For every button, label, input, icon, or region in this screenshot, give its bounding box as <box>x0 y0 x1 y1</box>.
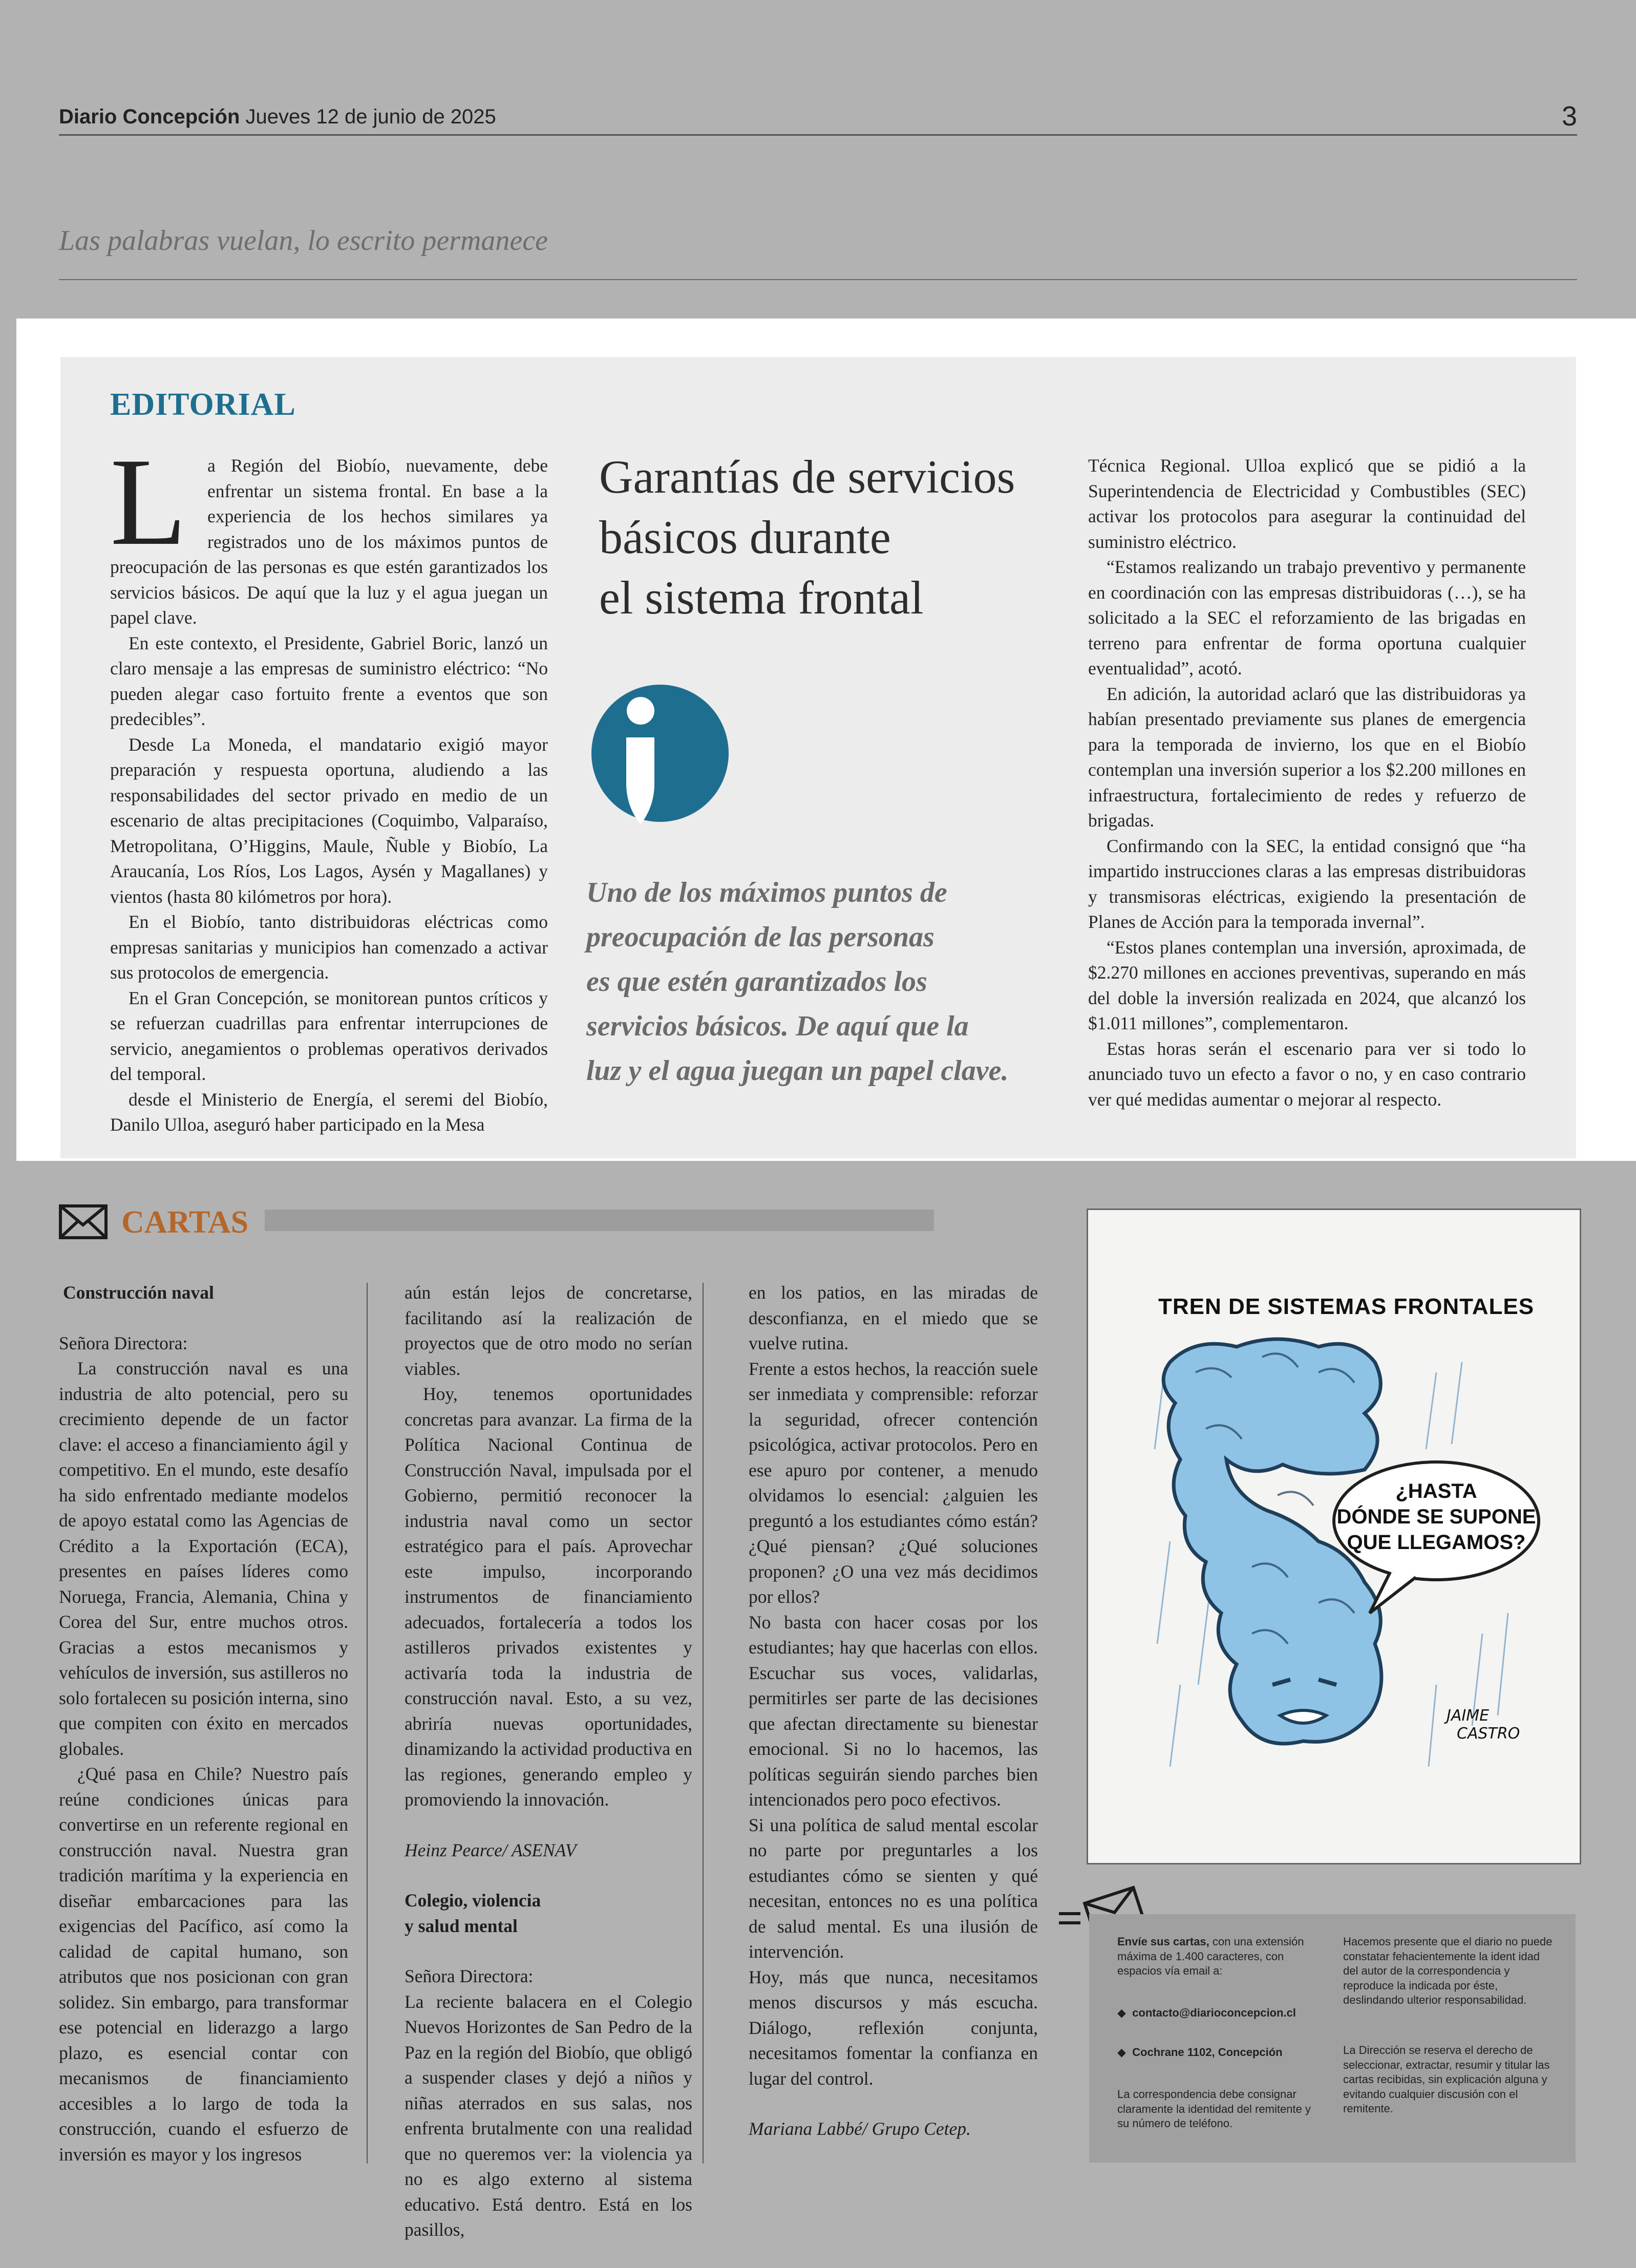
submission-instructions <box>1117 1935 1330 1979</box>
pull-quote-line: luz y el agua juegan un papel clave. <box>586 1055 1009 1087</box>
editorial-label: EDITORIAL <box>110 387 296 422</box>
letter-signature: Mariana Labbé/ Grupo Cetep. <box>749 2118 971 2139</box>
headline-line: básicos durante <box>599 511 891 563</box>
letter-paragraph: No basta con hacer cosas por los estudiantes; hay que hacerlas con ellos. Escuchar sus voces, validarlas, permitirles ser parte de las decisiones que afectan directamente su bienestar emocional. Si no lo hacemos, las políticas seguirán siendo parches bien intencionados pero poco efectivos. <box>749 1612 1038 1810</box>
submission-lead: Envíe sus cartas, <box>1117 1935 1209 1948</box>
address-line <box>1117 2045 1283 2060</box>
editorial-paragraph: En adición, la autoridad aclaró que las distribuidoras ya habían presentado previamente sus planes de emergencia para la temporada de invierno, los que en el Biobío contemplan una inversión superior a los $2.200 millones en infraestructura, fortalecimiento de redes y refuerzo de brigadas. <box>1088 683 1526 831</box>
headline-line: el sistema frontal <box>599 571 924 624</box>
artist-signature: CASTRO <box>1457 1725 1520 1743</box>
letter-paragraph: aún están lejos de concretarse, facilitando así la realización de proyectos que de otro modo no serían viables. <box>405 1282 692 1379</box>
cartas-bar <box>265 1210 934 1231</box>
cartas-column-3 <box>749 1280 1038 2142</box>
publication-name: Diario Concepción <box>59 105 240 128</box>
letter-paragraph: Frente a estos hechos, la reacción suele ser inmediata y comprensible: reforzar la seguridad, ofrecer contención psicológica, activar protocolos. Pero en ese apuro por contener, a menudo olvidamos lo esencial: ¿alguien les preguntó a los estudiantes cómo están? ¿Qué piensan? ¿Qué soluciones proponen? ¿O una vez más decidimos por ellos? <box>749 1358 1038 1607</box>
letter-paragraph: La reciente balacera en el Colegio Nuevos Horizontes de San Pedro de la Paz en la región del Biobío, que obligó a suspender clases y dejó a niños y niñas aterrados en sus salas, nos enfrenta brutalmente con una realidad que no queremos ver: la violencia ya no es algo externo al sistema educativo. Está dentro. Está en los pasillos, <box>405 1991 692 2240</box>
contact-address: Cochrane 1102, Concepción <box>1132 2046 1283 2059</box>
letter-title-line: y salud mental <box>405 1915 518 1936</box>
pull-quote <box>586 871 1063 1093</box>
disclaimer-note: Hacemos presente que el diario no puede constatar fehacientemente la ident idad del autor de la correspondencia y reproduce la indicada por éste, deslindando ulterior responsabilidad. <box>1343 1935 1553 2006</box>
letter-paragraph: Hoy, tenemos oportunidades concretas para avanzar. La firma de la Política Nacional Continua de Construcción Naval, impulsada por el Gobierno, permitió reconocer la industria naval como un sector estratégico para el país. Aprovechar este impulso, incorporando instrumentos de financiamiento adecuados, fortalecería a todos los astilleros privados existentes y activaría toda la industria de construcción naval. Esto, a su vez, abriría nuevas oportunidades, dinamizando la actividad productiva en las regiones, generando empleo y promoviendo la innovación. <box>405 1384 692 1810</box>
editorial-paragraph: En el Gran Concepción, se monitorean puntos críticos y se refuerzan cuadrillas para enfrentar interrupciones de servicio, anegamientos o problemas operativos derivados del temporal. <box>110 987 548 1084</box>
column-divider <box>367 1283 368 2164</box>
email-line <box>1117 2006 1296 2021</box>
motto: Las palabras vuelan, lo escrito permanece <box>59 225 548 257</box>
editorial-column-1 <box>110 432 548 1138</box>
editorial-paragraph: Estas horas serán el escenario para ver si todo lo anunciado tuvo un efecto a favor o no, y en caso contrario ver qué medidas aumentar o mejorar al respecto. <box>1088 1038 1526 1110</box>
artist-signature: JAIME <box>1447 1707 1490 1725</box>
editorial-paragraph <box>110 432 548 631</box>
diamond-icon: ◆ <box>1117 2046 1133 2059</box>
info-icon <box>590 681 730 825</box>
masthead <box>59 105 496 129</box>
cartoon-title: TREN DE SISTEMAS FRONTALES <box>1158 1294 1535 1319</box>
page-number: 3 <box>1562 101 1578 132</box>
pull-quote-line: es que estén garantizados los <box>586 966 927 998</box>
editorial-paragraph: Desde La Moneda, el mandatario exigió mayor preparación y respuesta oportuna, aludiendo a las responsabilidades del sector privado en medio de un escenario de altas precipitaciones (Coquimbo, Valparaíso, Metropolitana, O’Higgins, Maule, Ñuble y Biobío, La Araucanía, Los Ríos, Los Lagos, Aysén y Magallanes) y vientos (hasta 80 kilómetros por hora). <box>110 734 548 907</box>
column-divider <box>703 1283 704 2164</box>
letter-title: Construcción naval <box>63 1282 214 1303</box>
cartas-column-1 <box>59 1280 348 2167</box>
editorial-paragraph: “Estos planes contemplan una inversión, aproximada, de $2.270 millones en acciones preventivas, superando en más del doble la inversión realizada en 2024, que alcanzó los $1.011 millones”, complementaron. <box>1088 937 1526 1033</box>
pull-quote-line: Uno de los máximos puntos de <box>586 877 947 908</box>
editorial-headline <box>599 447 1075 628</box>
editorial-paragraph: En este contexto, el Presidente, Gabriel Boric, lanzó un claro mensaje a las empresas de suministro eléctrico: “No pueden alegar caso fortuito frente a eventos que son predecibles”. <box>110 632 548 729</box>
editorial-paragraph: En el Biobío, tanto distribuidoras eléctricas como empresas sanitarias y municipios han comenzado a activar sus protocolos de emergencia. <box>110 912 548 983</box>
letter-signature: Heinz Pearce/ ASENAV <box>405 1839 577 1860</box>
letter-salutation: Señora Directora: <box>405 1966 534 1986</box>
cartas-column-2 <box>405 1280 692 2243</box>
editorial-lead-text: a Región del Biobío, nuevamente, debe enfrentar un sistema frontal. En base a la experiencia de los hechos similares ya registrados uno de los máximos puntos de preocupación de las personas es que estén garantizados los servicios básicos. De aquí que la luz y el agua juegan un papel clave. <box>110 455 548 628</box>
envelope-icon <box>59 1204 108 1242</box>
pull-quote-line: preocupación de las personas <box>586 921 934 953</box>
cartas-label: CARTAS <box>121 1205 249 1240</box>
headline-line: Garantías de servicios <box>599 451 1015 503</box>
letter-paragraph: en los patios, en las miradas de desconfianza, en el miedo que se vuelve rutina. <box>749 1282 1038 1353</box>
motto-rule <box>59 279 1577 280</box>
editorial-column-3 <box>1088 453 1526 1112</box>
diamond-icon: ◆ <box>1117 2006 1133 2019</box>
submission-lead-rest: con una extensión máxima de 1.400 caracteres, con espacios vía email a: <box>1117 1935 1304 1977</box>
letter-title-line: Colegio, violencia <box>405 1890 541 1911</box>
letter-paragraph: Si una política de salud mental escolar no parte por preguntarles a los estudiantes cómo se sienten y qué necesitan, entonces no es una política de salud mental. Es una ilusión de intervención. <box>749 1814 1038 1962</box>
editorial-paragraph: Técnica Regional. Ulloa explicó que se pidió a la Superintendencia de Electricidad y Combustibles (SEC) activar los protocolos para asegurar la continuidad del suministro eléctrico. <box>1088 455 1526 552</box>
editorial-paragraph: “Estamos realizando un trabajo preventivo y permanente en coordinación con las empresas distribuidoras (…), se ha solicitado a la SEC el reforzamiento de las brigadas en terreno para enfrentar de forma oportuna cualquier eventualidad”, acotó. <box>1088 557 1526 679</box>
pull-quote-line: servicios básicos. De aquí que la <box>586 1010 969 1042</box>
drop-cap: L <box>110 432 187 571</box>
publication-date: Jueves 12 de junio de 2025 <box>245 105 496 128</box>
speech-text: DÓNDE SE SUPONE <box>1336 1506 1536 1528</box>
speech-text: ¿HASTA <box>1395 1480 1477 1502</box>
speech-text: QUE LLEGAMOS? <box>1347 1531 1526 1554</box>
rights-note: La Dirección se reserva el derecho de seleccionar, extractar, resumir y titular las cartas recibidas, sin explicación alguna y evitando cualquier discusión con el remitente. <box>1343 2044 1550 2115</box>
letter-paragraph: ¿Qué pasa en Chile? Nuestro país reúne condiciones únicas para convertirse en un referente regional en construcción naval. Nuestra gran tradición marítima y la experiencia en diseñar embarcaciones para las exigencias del Pacífico, así como la calidad de capital humano, son atributos que nos posicionan con gran solidez. Sin embargo, para transformar ese potencial en liderazgo a largo plazo, es esencial contar con mecanismos de financiamiento accesibles a lo largo de toda la construcción, cuando el esfuerzo de inversión es mayor y los ingresos <box>59 1764 348 2165</box>
letter-salutation: Señora Directora: <box>59 1332 188 1353</box>
letter-title <box>405 1888 692 1939</box>
submission-note: La correspondencia debe consignar claramente la identidad del remitente y su número de teléfono. <box>1117 2088 1311 2130</box>
cartoon-illustration <box>1150 1326 1549 1790</box>
letter-paragraph: Hoy, más que nunca, necesitamos menos discursos y más escucha. Diálogo, reflexión conjunta, necesitamos fomentar la confianza en lugar del control. <box>749 1966 1038 2089</box>
contact-email[interactable]: contacto@diarioconcepcion.cl <box>1132 2006 1296 2019</box>
editorial-paragraph: desde el Ministerio de Energía, el seremi del Biobío, Danilo Ulloa, aseguró haber participado en la Mesa <box>110 1089 548 1135</box>
editorial-paragraph: Confirmando con la SEC, la entidad consignó que “ha impartido instrucciones claras a las empresas distribuidoras y transmisoras eléctricas, exigiendo la presentación de Planes de Acción para la temporada invernal”. <box>1088 835 1526 932</box>
header-rule <box>59 134 1577 136</box>
letter-paragraph: La construcción naval es una industria de alto potencial, pero su crecimiento depende de un factor clave: el acceso a financiamiento ágil y competitivo. En el mundo, este desafío ha sido enfrentado mediante modelos de apoyo estatal como las Agencias de Crédito a la Exportación (ECA), presentes en países líderes como Noruega, Francia, Alemania, China y Corea del Sur, entre muchos otros. Gracias a estos mecanismos y vehículos de inversión, sus astilleros no solo fortalecen su posición interna, sino que compiten con éxito en mercados globales. <box>59 1358 348 1759</box>
